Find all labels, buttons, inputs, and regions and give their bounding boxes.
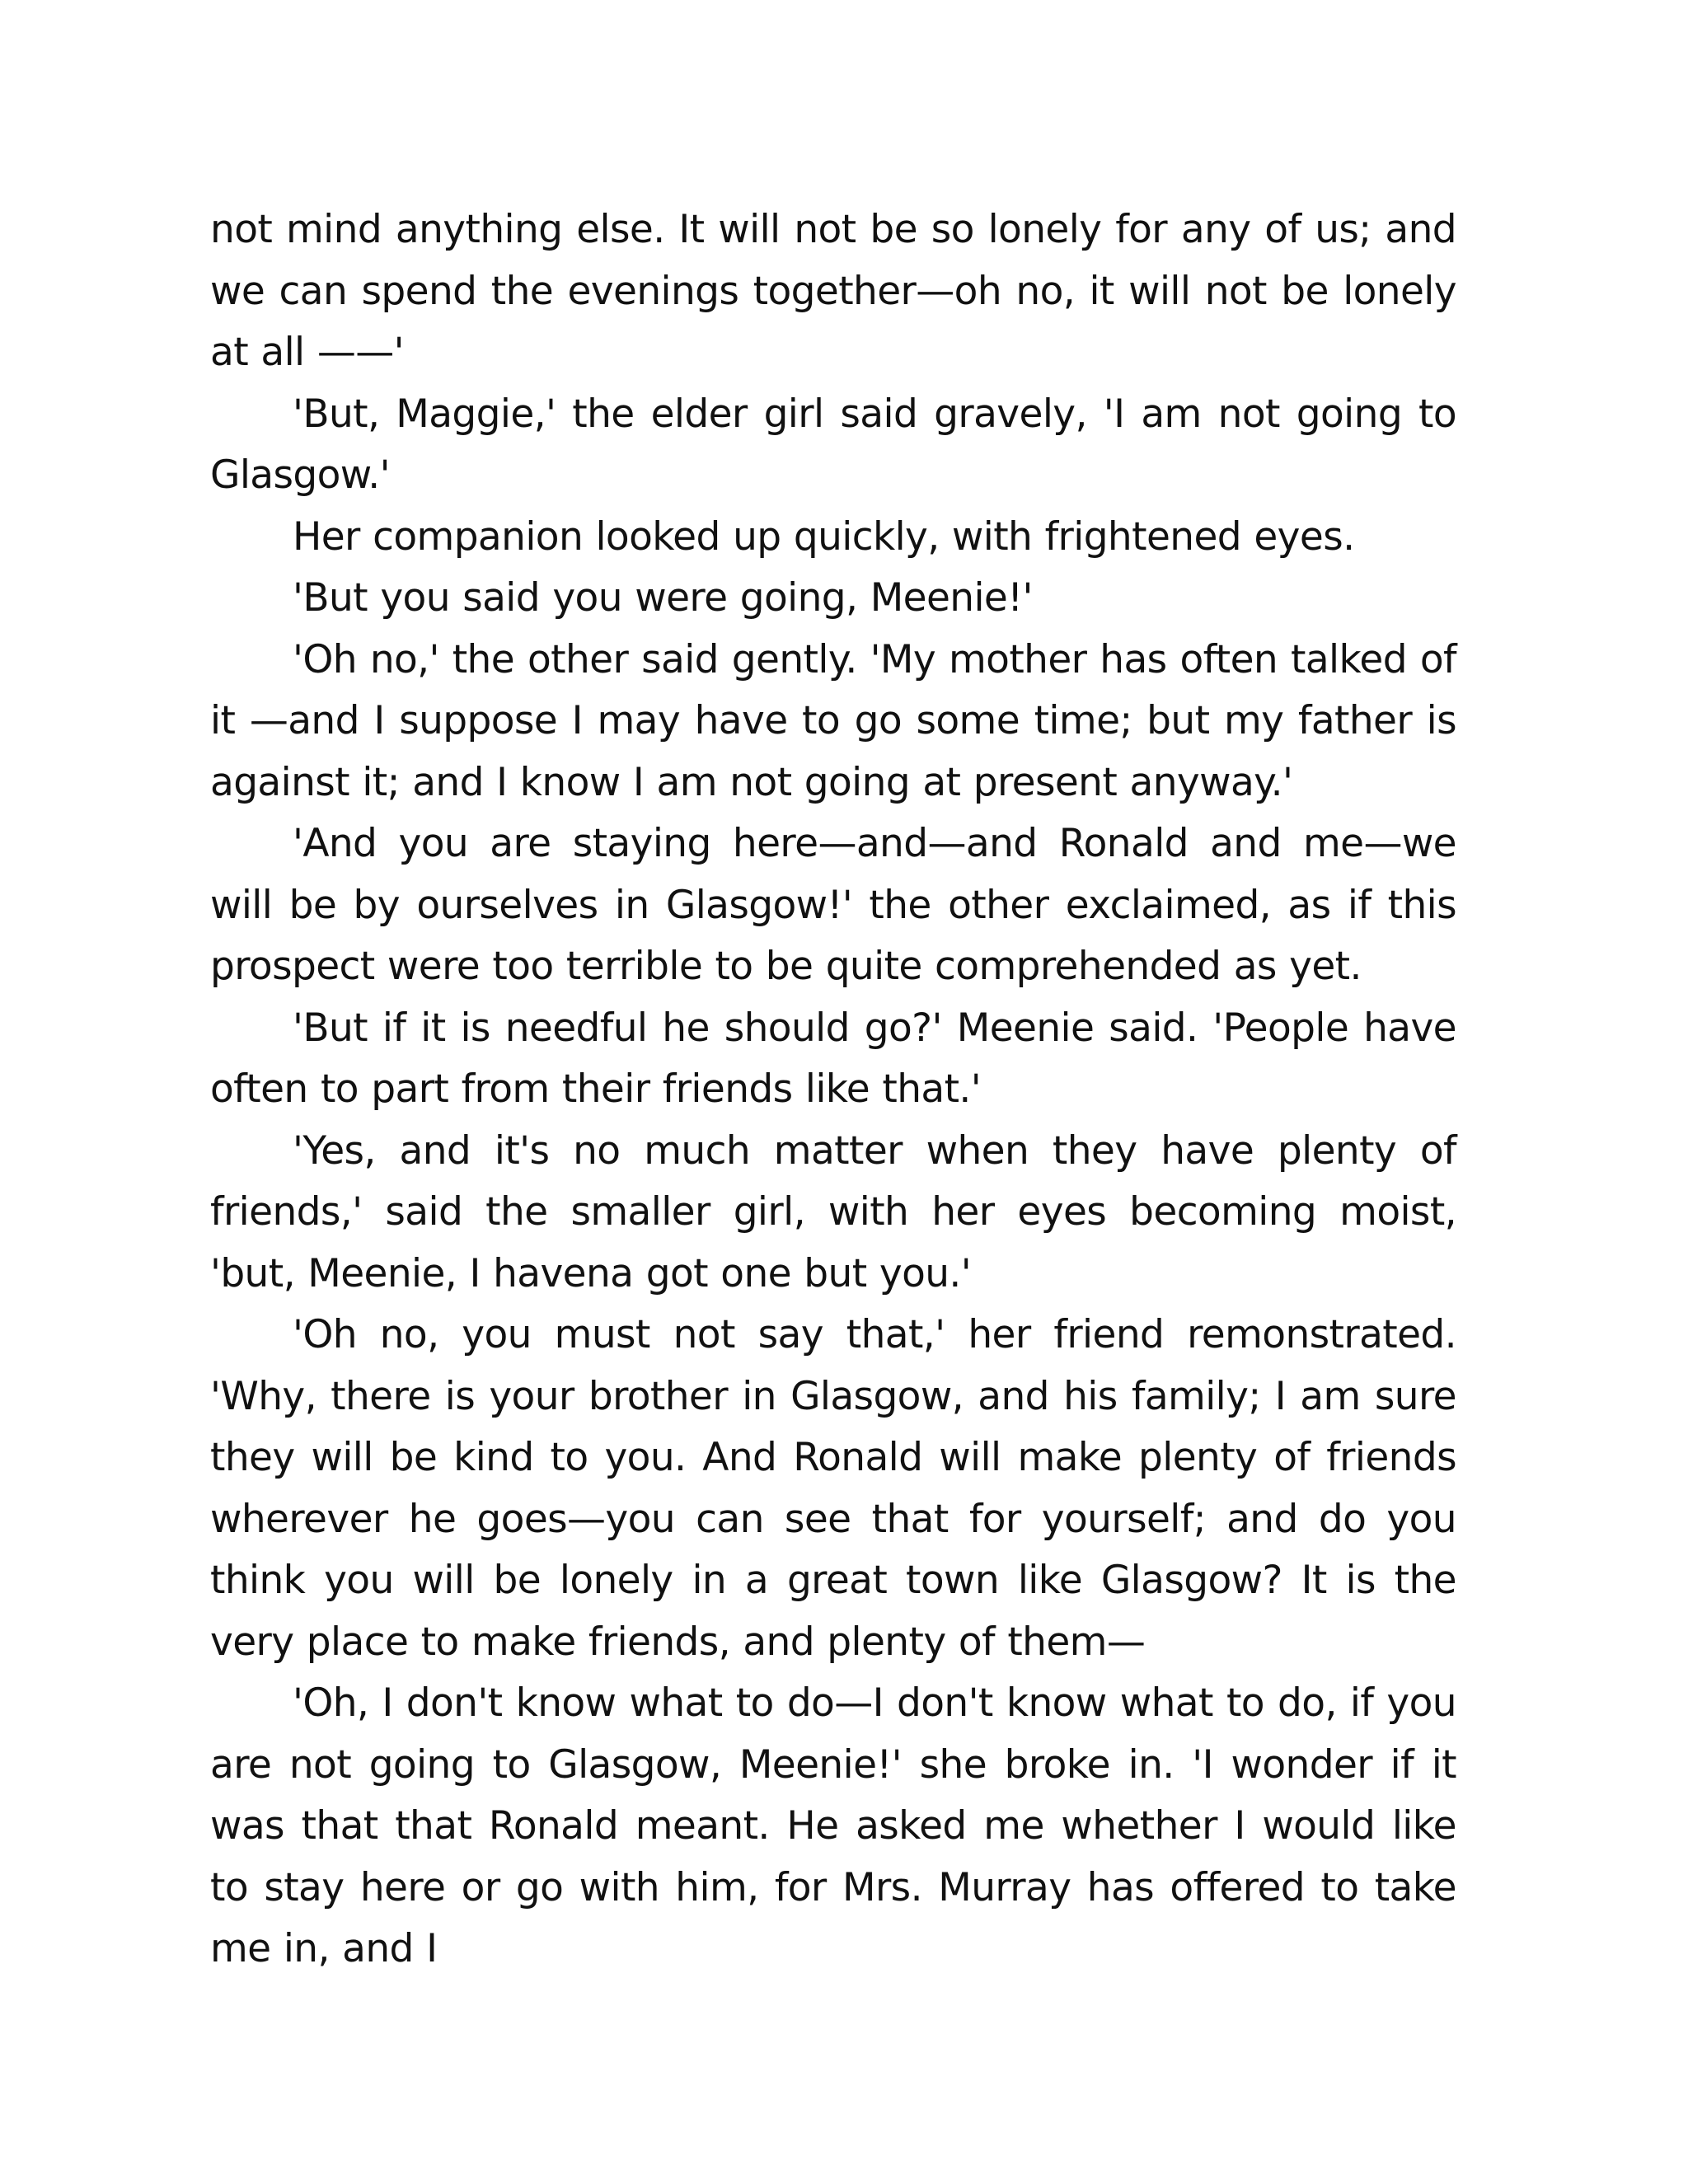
paragraph: 'Oh, I don't know what to do—I don't know what to do, if you are not going to Glasgow, Meenie!' she broke in. 'I wonder if it was that that Ronald meant. He asked me whether I would like to stay here or go with him, for Mrs. Murray has offered to take me in, and I bbox=[210, 1680, 1456, 1971]
paragraph: 'And you are staying here—and—and Ronald and me—we will be by ourselves in Glasgow!' the other exclaimed, as if this prospect were too terrible to be quite comprehended as yet. bbox=[210, 821, 1456, 989]
paragraph: 'But you said you were going, Meenie!' bbox=[293, 575, 1033, 621]
body-text bbox=[210, 199, 1456, 1980]
paragraph: 'Oh no,' the other said gently. 'My mother has often talked of it —and I suppose I may have to go some time; but my father is against it; and I know I am not going at present anyway.' bbox=[210, 636, 1456, 805]
paragraph: 'But, Maggie,' the elder girl said gravely, 'I am not going to Glasgow.' bbox=[210, 391, 1456, 498]
paragraph: Her companion looked up quickly, with frightened eyes. bbox=[293, 513, 1355, 560]
paragraph: 'Oh no, you must not say that,' her friend remonstrated. 'Why, there is your brother in Glasgow, and his family; I am sure they will be kind to you. And Ronald will make plenty of friends wherever he goes—you can see that for yourself; and do you think you will be lonely in a great town like Glasgow? It is the very place to make friends, and plenty of them— bbox=[210, 1312, 1456, 1665]
paragraph-continued: not mind anything else. It will not be so lonely for any of us; and we can spend the evenings together—oh no, it will not be lonely at all ——' bbox=[210, 207, 1456, 375]
paragraph: 'But if it is needful he should go?' Meenie said. 'People have often to part from their friends like that.' bbox=[210, 1005, 1456, 1112]
paragraph: 'Yes, and it's no much matter when they have plenty of friends,' said the smaller girl, with her eyes becoming moist, 'but, Meenie, I havena got one but you.' bbox=[210, 1127, 1456, 1296]
